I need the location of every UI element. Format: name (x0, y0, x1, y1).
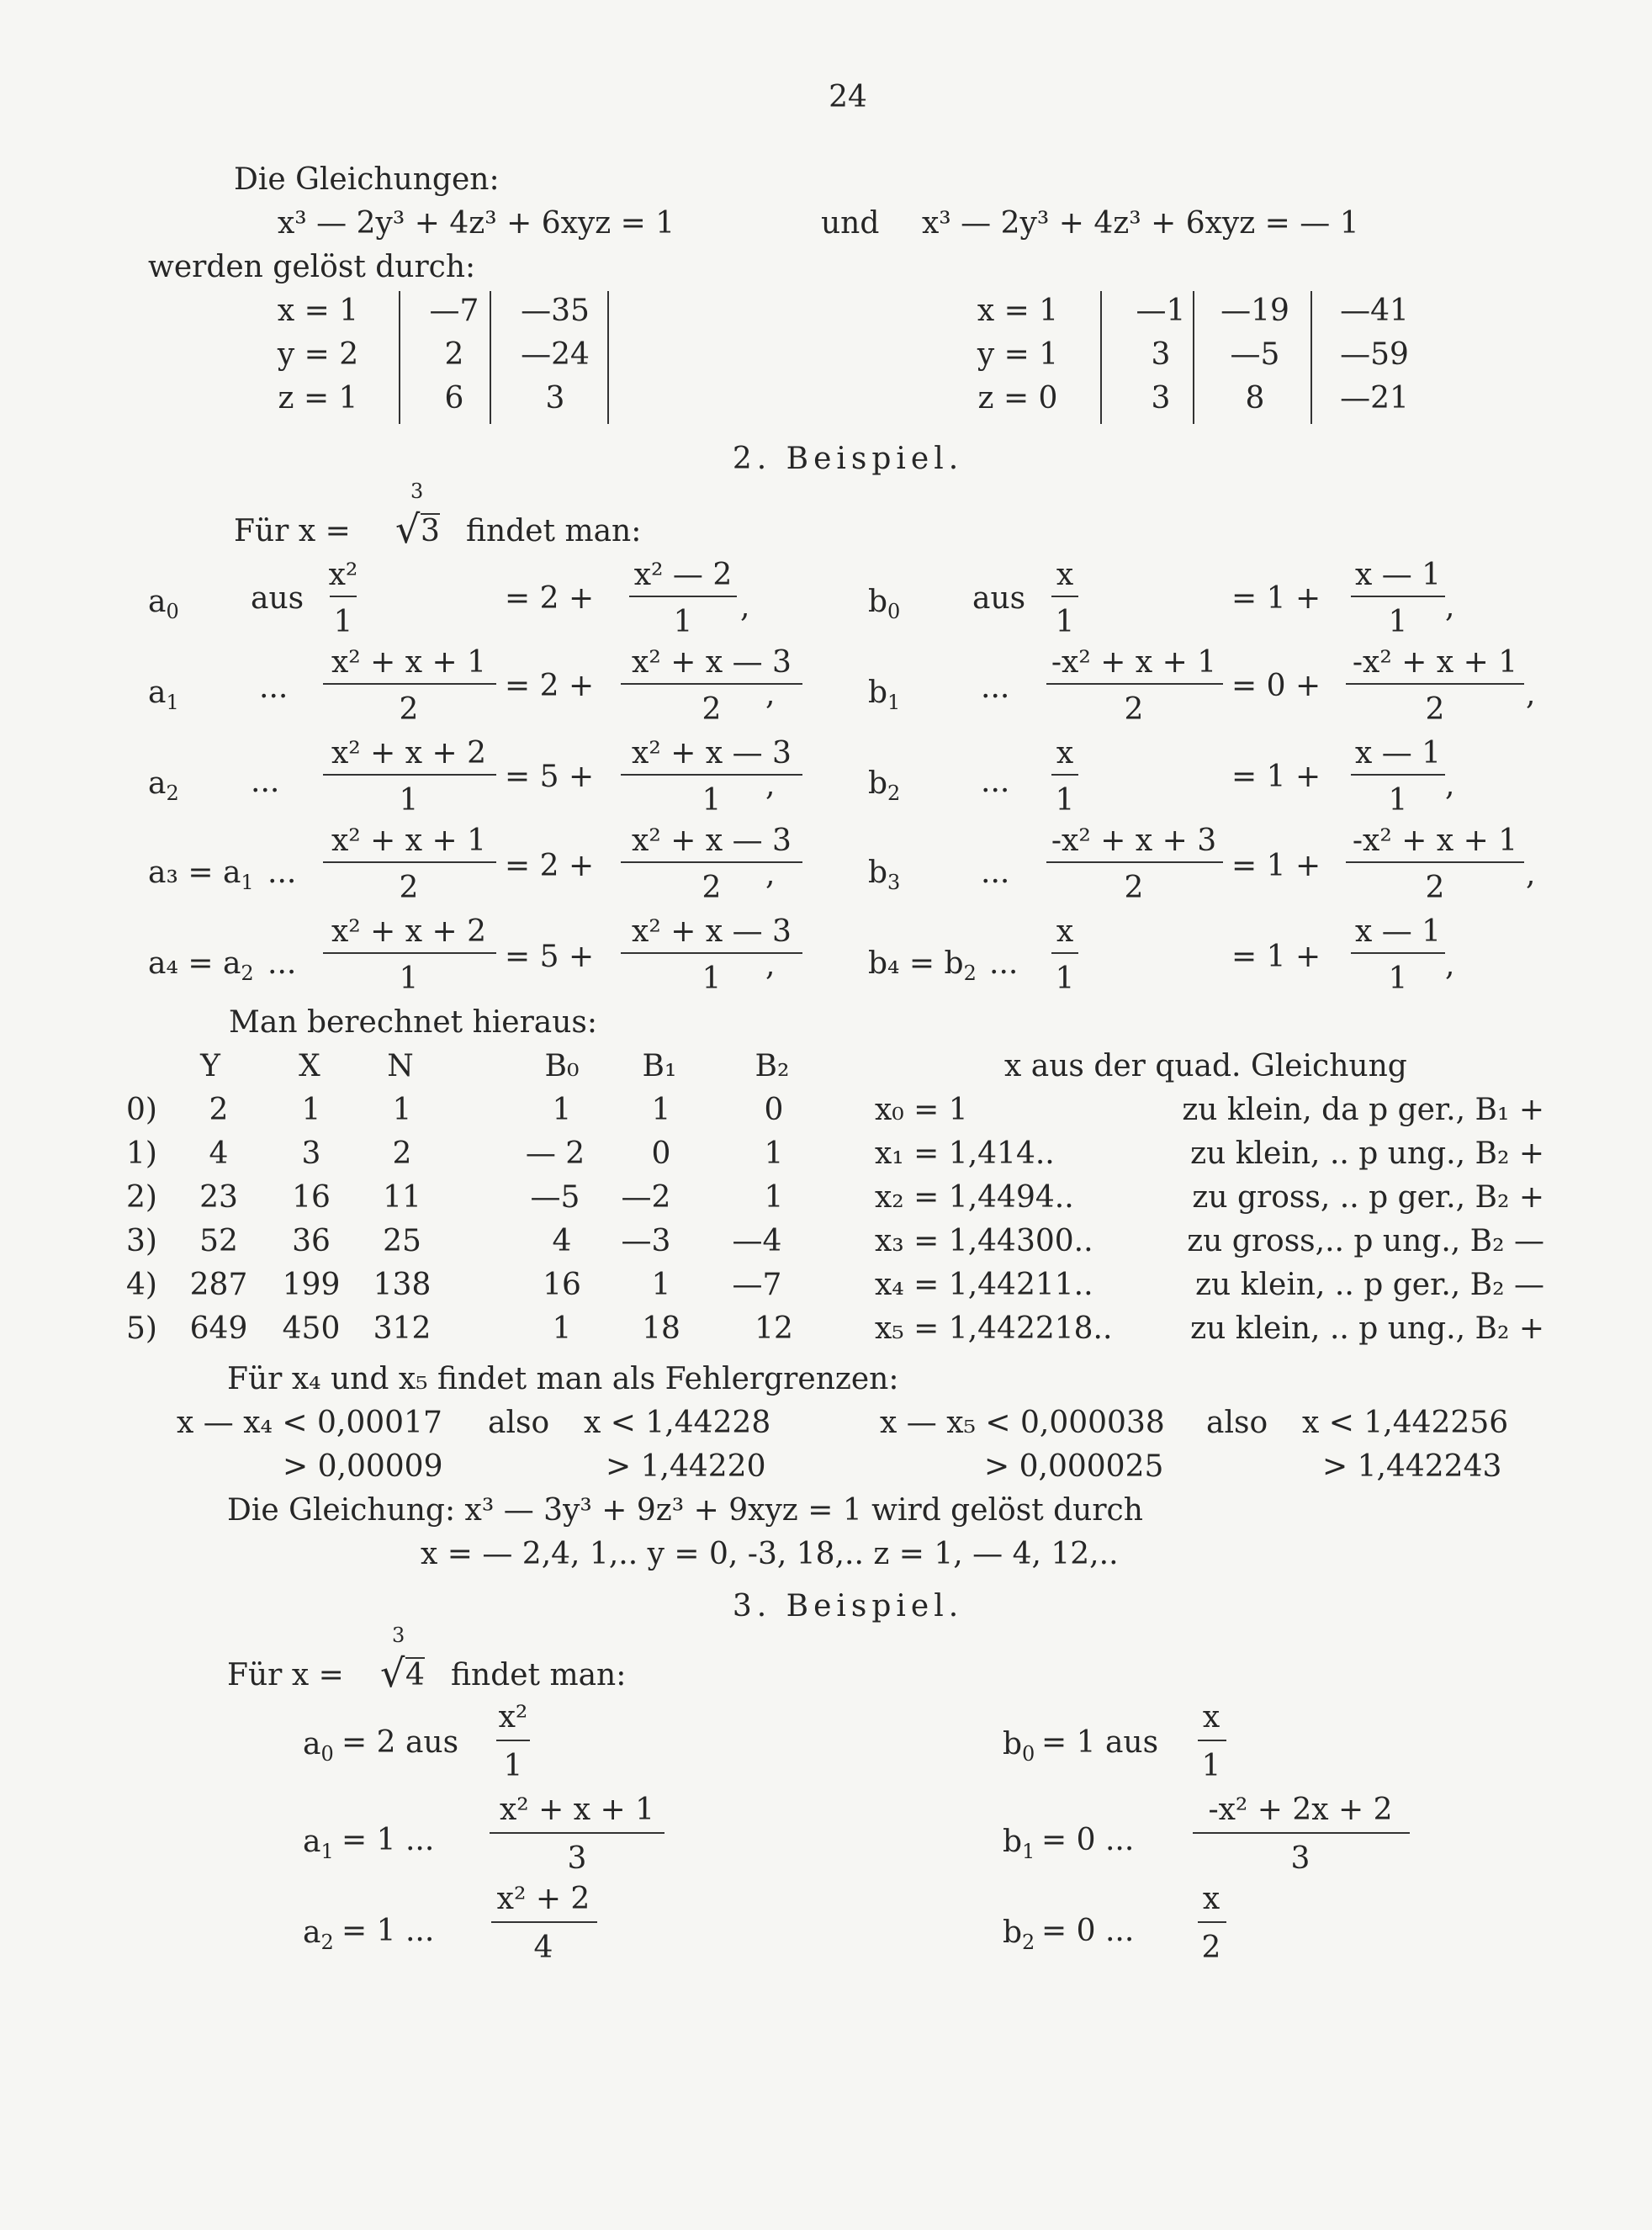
a1-label: $a_1$ (303, 1825, 334, 1863)
cell-n: 11 (383, 1180, 421, 1215)
a1-label: $a_1$ (148, 675, 179, 714)
und-text: und (821, 206, 880, 241)
fraction-bar (330, 596, 357, 597)
fraction-bar (629, 596, 737, 597)
cell-b1: 0 (651, 1136, 671, 1171)
ellipsis: ... (267, 946, 297, 981)
equals-term: = 1 + (1231, 581, 1321, 616)
fraction-numerator: x² + x + 2 (331, 736, 487, 771)
b3-label: $b_3$ (868, 855, 901, 894)
cell: 3 (1151, 381, 1171, 416)
root-index: 3 (410, 479, 424, 503)
header-y: Y (200, 1049, 220, 1083)
fraction-denominator: 2 (702, 692, 722, 727)
fraction-bar (1351, 596, 1445, 597)
x-value: x₀ = 1 (875, 1093, 968, 1127)
radical-sign: √ (395, 506, 421, 552)
header-x: X (299, 1049, 320, 1083)
fraction-numerator: x² + x — 3 (632, 824, 792, 858)
equals-term: = 0 + (1231, 669, 1321, 703)
fraction-denominator: 1 (1055, 783, 1075, 818)
a1-value: = 1 ... (342, 1823, 435, 1857)
cell-y: 23 (199, 1180, 238, 1215)
fraction-bar (1346, 683, 1524, 685)
b1-value: = 0 ... (1041, 1823, 1135, 1857)
table-divider (399, 291, 400, 424)
note: zu klein, .. p ger., B₂ — (1195, 1268, 1544, 1302)
cell: —19 (1220, 294, 1289, 328)
fraction-denominator: 2 (1201, 1931, 1221, 1965)
fraction-bar (1046, 683, 1223, 685)
fraction-numerator: x — 1 (1354, 736, 1442, 771)
radicand: 3 (421, 514, 440, 548)
cell: —1 (1136, 294, 1186, 328)
cell-x: 199 (282, 1268, 341, 1302)
fraction-numerator: x² + x + 1 (331, 645, 487, 680)
fraction-numerator: -x² + x + 1 (1352, 645, 1518, 680)
cell-b2: —4 (732, 1224, 782, 1258)
equals-term: = 5 + (505, 940, 595, 974)
a2-label: $a_2$ (303, 1915, 334, 1954)
cell-b2: 12 (755, 1311, 793, 1346)
note: zu gross,.. p ung., B₂ — (1187, 1224, 1544, 1258)
ellipsis: ... (259, 670, 289, 705)
page-number: 24 (829, 80, 867, 114)
note: zu gross, .. p ger., B₂ + (1192, 1180, 1544, 1215)
cell-b1: —3 (621, 1224, 671, 1258)
row-index: 4) (126, 1268, 157, 1302)
a3-label: $a_3 = a_1$ (148, 855, 254, 894)
cell: —5 (1230, 337, 1280, 372)
bounds-intro: Für x₄ und x₅ findet man als Fehlergrenzen: (227, 1362, 899, 1396)
fraction-bar (1051, 774, 1078, 776)
fraction-numerator: x² + x — 3 (632, 736, 792, 771)
comma: , (1526, 677, 1536, 712)
fraction-denominator: 3 (1290, 1841, 1310, 1876)
cell-b2: 0 (764, 1093, 784, 1127)
cell-b1: —2 (621, 1180, 671, 1215)
comma: , (1526, 857, 1536, 892)
bound-1: x — x₄ < 0,00017 (177, 1406, 442, 1440)
b0-value: = 1 aus (1041, 1725, 1159, 1760)
bound-2-result: x < 1,442256 (1302, 1406, 1509, 1440)
fraction-bar (1051, 596, 1078, 597)
cell-x: 36 (292, 1224, 331, 1258)
fraction-denominator: 1 (1055, 605, 1075, 639)
comma: , (765, 857, 776, 892)
x-value: x₄ = 1,44211.. (875, 1268, 1093, 1302)
fraction-denominator: 2 (1124, 871, 1144, 905)
comma: , (740, 590, 750, 624)
a0-label: $a_0$ (148, 585, 179, 623)
table-divider (1100, 291, 1102, 424)
fraction-bar (1351, 774, 1445, 776)
row-index: 5) (126, 1311, 157, 1346)
equals-term: = 2 + (505, 849, 595, 883)
cell-y: 4 (209, 1136, 229, 1171)
b1-label: $b_1$ (1003, 1825, 1035, 1863)
bound-1-low: > 0,00009 (283, 1449, 443, 1484)
fraction-denominator: 1 (1388, 783, 1408, 818)
fraction-denominator: 1 (1388, 605, 1408, 639)
equals-term: = 2 + (505, 581, 595, 616)
cell-y: 2 (209, 1093, 229, 1127)
also-text: also (1206, 1406, 1268, 1440)
radical-sign: √ (380, 1650, 405, 1696)
row-index: 1) (126, 1136, 157, 1171)
cell-b1: 18 (642, 1311, 680, 1346)
b2-label: $b_2$ (868, 766, 901, 805)
b1-label: $b_1$ (868, 675, 901, 714)
cell-b0: — 2 (525, 1136, 585, 1171)
fraction-denominator: 4 (533, 1931, 553, 1965)
fraction-bar (491, 1921, 597, 1923)
cell-b0: 4 (552, 1224, 572, 1258)
fraction-denominator: 2 (1425, 692, 1445, 727)
equals-term: = 5 + (505, 760, 595, 794)
fraction-denominator: 2 (1425, 871, 1445, 905)
fraction-numerator: x² + x + 1 (499, 1793, 655, 1827)
cell-x: 16 (292, 1180, 331, 1215)
cell: 6 (444, 381, 464, 416)
fraction-bar (323, 952, 496, 954)
comma: , (765, 677, 776, 712)
radicand: 4 (405, 1658, 425, 1692)
cell: —59 (1340, 337, 1409, 372)
fraction-bar (323, 774, 496, 776)
x-value: x₂ = 1,4494.. (875, 1180, 1074, 1215)
cell: 8 (1245, 381, 1265, 416)
fraction-bar (1193, 1832, 1410, 1834)
cell: —41 (1340, 294, 1409, 328)
fraction-numerator: x (1056, 914, 1074, 949)
cell-b1: 1 (651, 1093, 671, 1127)
fraction-denominator: 2 (399, 692, 419, 727)
fraction-denominator: 2 (1124, 692, 1144, 727)
cell-b1: 1 (651, 1268, 671, 1302)
aus-text: aus (972, 581, 1026, 616)
cell-x: 450 (282, 1311, 341, 1346)
table-divider (607, 291, 609, 424)
cell-b0: 1 (552, 1093, 572, 1127)
cell: 3 (545, 381, 565, 416)
fraction-bar (1051, 952, 1078, 954)
equals-term: = 2 + (505, 669, 595, 703)
cell: y = 1 (977, 337, 1059, 372)
fraction-bar (1351, 952, 1445, 954)
fraction-numerator: x² + x + 2 (331, 914, 487, 949)
cell-b0: —5 (530, 1180, 580, 1215)
cell: —35 (521, 294, 590, 328)
fraction-denominator: 2 (399, 871, 419, 905)
fraction-numerator: x — 1 (1354, 558, 1442, 592)
cell-y: 52 (199, 1224, 238, 1258)
cell: z = 1 (278, 381, 358, 416)
header-b0: B₀ (544, 1049, 580, 1083)
ellipsis: ... (267, 855, 297, 890)
b0-label: $b_0$ (868, 585, 901, 623)
fraction-denominator: 1 (399, 783, 419, 818)
cell: 2 (444, 337, 464, 372)
fraction-bar (621, 774, 802, 776)
fraction-bar (1198, 1921, 1226, 1923)
fraction-numerator: -x² + x + 1 (1051, 645, 1217, 680)
note: zu klein, .. p ung., B₂ + (1190, 1311, 1544, 1346)
x-value: x₁ = 1,414.. (875, 1136, 1055, 1171)
ellipsis: ... (251, 765, 280, 799)
header-n: N (387, 1049, 414, 1083)
bound-2: x — x₅ < 0,000038 (880, 1406, 1165, 1440)
fraction-bar (490, 1832, 665, 1834)
table-divider (1193, 291, 1194, 424)
fraction-denominator: 1 (1388, 961, 1408, 996)
solved-by-text: werden gelöst durch: (148, 250, 476, 284)
row-index: 0) (126, 1093, 157, 1127)
cell: —24 (521, 337, 590, 372)
cell: y = 2 (277, 337, 359, 372)
ellipsis: ... (981, 765, 1010, 799)
fraction-bar (323, 861, 496, 863)
quad-header: x aus der quad. Gleichung (1004, 1049, 1407, 1083)
a2-value: = 1 ... (342, 1914, 435, 1948)
table-divider (1310, 291, 1312, 424)
a0-value: = 2 aus (342, 1725, 459, 1760)
ellipsis: ... (981, 855, 1010, 890)
b0-label: $b_0$ (1003, 1727, 1035, 1766)
fraction-bar (323, 683, 496, 685)
cell: z = 0 (977, 381, 1058, 416)
fraction-denominator: 1 (673, 605, 693, 639)
cell-n: 138 (373, 1268, 432, 1302)
fraction-bar (621, 861, 802, 863)
fraction-bar (1046, 861, 1223, 863)
comma: , (1445, 948, 1455, 983)
finds-text: findet man: (466, 514, 642, 548)
bound-2-low: > 0,000025 (984, 1449, 1164, 1484)
fraction-bar (1346, 861, 1524, 863)
fraction-denominator: 1 (1201, 1749, 1221, 1783)
cell-b0: 1 (552, 1311, 572, 1346)
header-b1: B₁ (642, 1049, 677, 1083)
cell: —7 (429, 294, 479, 328)
cell-b2: —7 (732, 1268, 782, 1302)
fraction-numerator: -x² + 2x + 2 (1208, 1793, 1393, 1827)
fraction-bar (1198, 1740, 1226, 1741)
fraction-numerator: x² (498, 1700, 528, 1735)
fraction-denominator: 1 (702, 961, 722, 996)
bound-1-result: x < 1,44228 (584, 1406, 771, 1440)
fraction-numerator: x — 1 (1354, 914, 1442, 949)
comma: , (1445, 590, 1455, 624)
fraction-denominator: 3 (567, 1841, 587, 1876)
cell: x = 1 (977, 294, 1059, 328)
row-index: 2) (126, 1180, 157, 1215)
cell-y: 287 (189, 1268, 248, 1302)
cell-n: 2 (392, 1136, 412, 1171)
comma: , (1445, 768, 1455, 802)
root-index: 3 (392, 1624, 405, 1647)
equation-3-solution: x = — 2,4, 1,.. y = 0, -3, 18,.. z = 1, — 4, 12,.. (421, 1537, 1119, 1571)
cell-b2: 1 (764, 1180, 784, 1215)
calc-intro: Man berechnet hieraus: (229, 1005, 598, 1040)
fraction-numerator: x (1056, 558, 1074, 592)
x-value: x₃ = 1,44300.. (875, 1224, 1093, 1258)
intro-text: Die Gleichungen: (234, 162, 500, 197)
example-3-heading: 3. Beispiel. (732, 1589, 964, 1624)
cell-n: 25 (383, 1224, 421, 1258)
fraction-numerator: x (1202, 1700, 1220, 1735)
equals-term: = 1 + (1231, 940, 1321, 974)
fraction-denominator: 1 (702, 783, 722, 818)
fraction-bar (496, 1740, 530, 1741)
fraction-numerator: -x² + x + 3 (1051, 824, 1217, 858)
fraction-denominator: 2 (702, 871, 722, 905)
equals-term: = 1 + (1231, 849, 1321, 883)
b2-value: = 0 ... (1041, 1914, 1135, 1948)
a0-label: $a_0$ (303, 1727, 334, 1766)
equation-left: x³ — 2y³ + 4z³ + 6xyz = 1 (278, 206, 675, 241)
fraction-numerator: x (1056, 736, 1074, 771)
fraction-numerator: x² + x — 3 (632, 645, 792, 680)
comma: , (765, 948, 776, 983)
fraction-numerator: x² + 2 (496, 1882, 590, 1916)
equals-term: = 1 + (1231, 760, 1321, 794)
b4-label: $b_4 = b_2$ (868, 946, 977, 985)
cell-n: 312 (373, 1311, 432, 1346)
bound-1-result-low: > 1,44220 (606, 1449, 766, 1484)
equation-3: Die Gleichung: x³ — 3y³ + 9z³ + 9xyz = 1 wird gelöst durch (227, 1493, 1143, 1528)
fraction-bar (621, 952, 802, 954)
bound-2-result-low: > 1,442243 (1322, 1449, 1502, 1484)
note: zu klein, .. p ung., B₂ + (1190, 1136, 1544, 1171)
x-value: x₅ = 1,442218.. (875, 1311, 1113, 1346)
fraction-denominator: 1 (333, 605, 353, 639)
cell: —21 (1340, 381, 1409, 416)
equation-right: x³ — 2y³ + 4z³ + 6xyz = — 1 (922, 206, 1359, 241)
header-b2: B₂ (755, 1049, 790, 1083)
cell-x: 3 (301, 1136, 321, 1171)
row-index: 3) (126, 1224, 157, 1258)
fraction-denominator: 1 (399, 961, 419, 996)
for-text: Für x = (234, 514, 351, 548)
finds-text: findet man: (451, 1658, 627, 1692)
fraction-numerator: x² — 2 (633, 558, 733, 592)
fraction-denominator: 1 (503, 1749, 523, 1783)
table-divider (490, 291, 491, 424)
ellipsis: ... (981, 670, 1010, 705)
aus-text: aus (251, 581, 304, 616)
fraction-numerator: x (1202, 1882, 1220, 1916)
fraction-numerator: -x² + x + 1 (1352, 824, 1518, 858)
b2-label: $b_2$ (1003, 1915, 1035, 1954)
cell-b0: 16 (543, 1268, 581, 1302)
example-2-heading: 2. Beispiel. (732, 442, 964, 476)
cell: 3 (1151, 337, 1171, 372)
cell-n: 1 (392, 1093, 412, 1127)
fraction-numerator: x² (328, 558, 358, 592)
comma: , (765, 768, 776, 802)
cell: x = 1 (277, 294, 359, 328)
ellipsis: ... (989, 946, 1019, 981)
also-text: also (488, 1406, 550, 1440)
cell-x: 1 (301, 1093, 321, 1127)
fraction-denominator: 1 (1055, 961, 1075, 996)
for-text: Für x = (227, 1658, 344, 1692)
cell-b2: 1 (764, 1136, 784, 1171)
cell-y: 649 (189, 1311, 248, 1346)
fraction-bar (621, 683, 802, 685)
note: zu klein, da p ger., B₁ + (1182, 1093, 1544, 1127)
a2-label: $a_2$ (148, 766, 179, 805)
a4-label: $a_4 = a_2$ (148, 946, 254, 985)
fraction-numerator: x² + x + 1 (331, 824, 487, 858)
fraction-numerator: x² + x — 3 (632, 914, 792, 949)
